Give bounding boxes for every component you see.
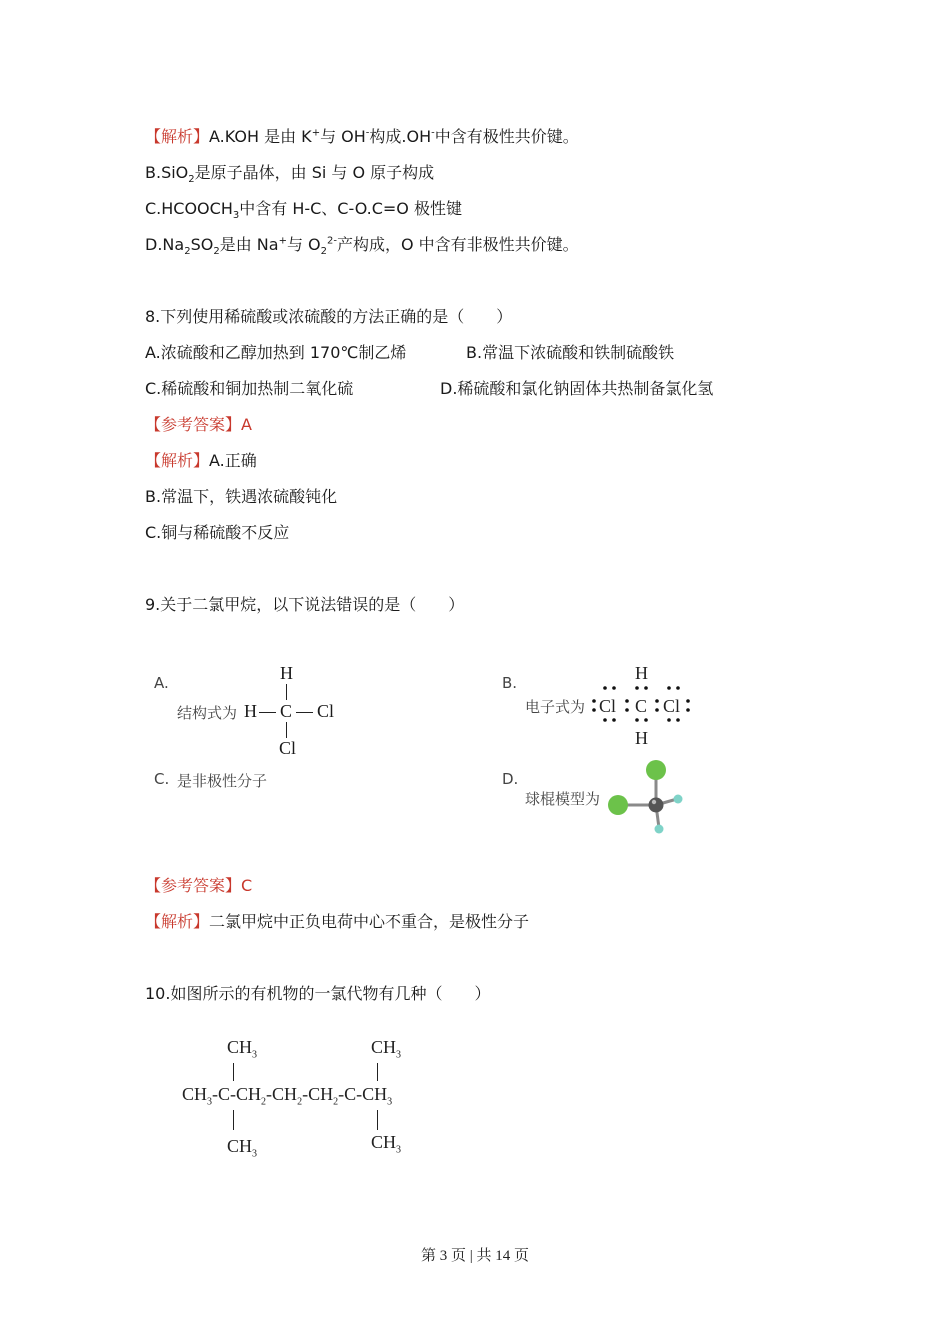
q7-analysis-d [145,235,579,258]
text: 与 OH [320,127,366,146]
electron-dot-formula [590,660,700,750]
bond-vertical [377,1110,378,1130]
hydrogen-atom-bottom [655,825,664,834]
analysis-tag: 【解析】 [145,451,210,470]
q8-analysis-b: B.常温下，铁遇浓硫酸钝化 [145,487,338,506]
main-chain: $CH_3-C-CH_2-CH_2-CH_2-C-CH_3$ [182,1084,393,1108]
text: 是由 Na [219,235,279,254]
bond-vertical-bottom [286,722,287,738]
bond-vertical [233,1063,234,1081]
page-footer: 第 3 页 | 共 14 页 [420,1248,529,1264]
sup: 2- [327,235,337,247]
q9-option-b-text: 电子式为 [525,698,586,716]
sup: + [278,235,287,247]
analysis-tag: 【解析】 [145,912,210,931]
formula-h-left: H [244,701,257,721]
q9-option-a-label: A. [154,674,169,692]
bond-vertical-top [286,684,287,700]
formula-c: C [280,701,293,721]
formula-cl-bottom: Cl [279,738,297,758]
text: A.KOH 是由 K [209,127,312,146]
q9-option-c-text: 是非极性分子 [177,772,268,790]
q9-answer: 【参考答案】C [145,876,253,895]
ball-and-stick-model [600,755,695,840]
sup: + [311,127,321,139]
sub: 2 [188,174,195,186]
text: 是原子晶体，由 Si 与 O 原子构成 [194,163,435,182]
q9-option-d-label: D. [502,770,519,788]
ch3-bottom-right: $CH_3$ [371,1132,402,1156]
sup: - [365,127,370,139]
analysis-tag: 【解析】 [145,127,210,146]
q10-question: 10.如图所示的有机物的一氯代物有几种（ ） [145,984,491,1003]
q8-analysis-a [145,451,257,471]
e-c: C [635,696,648,716]
formula-h-top: H [280,663,293,683]
text: C.HCOOCH [145,199,233,218]
q9-analysis [145,912,529,932]
sup: - [431,127,435,139]
text: 中含有极性共价键。 [434,127,579,146]
text: 二氯甲烷中正负电荷中心不重合，是极性分子 [209,912,530,931]
q8-option-a: A.浓硫酸和乙醇加热到 170℃制乙烯 [145,343,407,362]
text: 中含有 H-C、C-O.C=O 极性键 [239,199,462,218]
q8-option-d: D.稀硫酸和氯化钠固体共热制备氯化氢 [440,379,714,398]
q9-option-c-label: C. [154,770,170,788]
q10-structure [182,1032,452,1172]
q9-option-d-text: 球棍模型为 [525,790,601,808]
text: SO [190,235,214,254]
q8-analysis-c: C.铜与稀硫酸不反应 [145,523,290,542]
hydrogen-atom-right [674,795,683,804]
e-cl-right: Cl [663,696,681,716]
q8-option-c: C.稀硫酸和铜加热制二氧化硫 [145,379,354,398]
e-h-bottom: H [635,728,648,748]
text: A.正确 [209,451,257,470]
text: 与 O [286,235,321,254]
ch3-top-left: $CH_3$ [227,1037,258,1061]
text: D.Na [145,235,185,254]
e-h-top: H [635,663,648,683]
sub: 2 [213,246,220,258]
q9-option-a-text: 结构式为 [177,704,238,722]
q8-answer: 【参考答案】A [145,415,252,434]
ch3-bottom-left: $CH_3$ [227,1136,258,1160]
chlorine-atom-top [646,760,666,780]
q9-option-b-label: B. [502,674,518,692]
chlorine-atom-left [608,795,628,815]
q7-analysis-a [145,127,579,147]
q7-analysis-b [145,163,435,186]
bond-vertical [377,1063,378,1081]
q8-option-b: B.常温下浓硫酸和铁制硫酸铁 [466,343,675,362]
ch3-top-right: $CH_3$ [371,1037,402,1061]
q8-question: 8.下列使用稀硫酸或浓硫酸的方法正确的是（ ） [145,307,513,326]
sub: 3 [232,210,240,222]
carbon-atom [649,798,664,813]
text: B.SiO [145,163,189,182]
sub: 2 [320,246,328,258]
e-cl-left: Cl [599,696,617,716]
q9-question: 9.关于二氯甲烷，以下说法错误的是（ ） [145,595,465,614]
bond-vertical [233,1110,234,1130]
text: 产构成，O 中含有非极性共价键。 [337,235,579,254]
bond-horizontal-left [259,712,276,713]
text: 构成.OH [369,127,432,146]
q7-analysis-c [145,199,462,222]
bond-horizontal-right [296,712,313,713]
formula-cl-right: Cl [317,701,335,721]
sub: 2 [184,246,191,258]
